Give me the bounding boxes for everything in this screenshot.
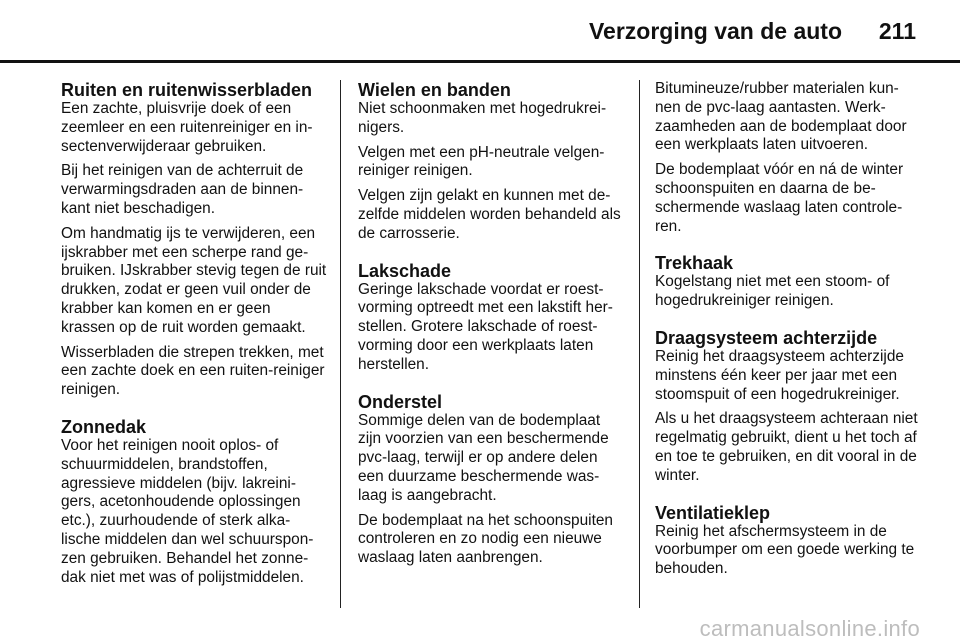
paragraph: Geringe lakschade voordat er roest-vorming optreedt met een lakstift her-stellen. Grotere lakschade of roest-vorming door een werkplaats laten herstellen. <box>358 280 613 373</box>
column-3 <box>655 80 921 596</box>
section-lakschade <box>358 261 624 375</box>
paragraph: Bij het reinigen van de achterruit de verwarmingsdraden aan de binnen-kant niet beschadigen. <box>61 162 304 217</box>
section-zonnedak <box>61 417 327 587</box>
column-2 <box>358 80 624 585</box>
paragraph: Niet schoonmaken met hogedrukrei-nigers. <box>358 100 607 136</box>
column-1 <box>61 80 327 604</box>
section-onderstel <box>358 392 624 568</box>
section-title: Lakschade <box>358 260 452 281</box>
paragraph: Sommige delen van de bodemplaat zijn voorzien van een beschermende pvc-laag, terwijl er op andere delen een duurzame beschermende was-laag is aangebracht. <box>358 411 609 504</box>
paragraph: Een zachte, pluisvrije doek of een zeemleer en een ruitenreiniger en in-sectenverwijderaar gebruiken. <box>61 100 313 155</box>
paragraph: Reinig het draagsysteem achterzijde minstens één keer per jaar met een stoomspuit of een hogedrukreiniger. <box>655 347 904 403</box>
paragraph: Velgen met een pH-neutrale velgen-reiniger reinigen. <box>358 143 605 180</box>
paragraph: Voor het reinigen nooit oplos- of schuurmiddelen, brandstoffen, agressieve middelen (bijv. lakreini-gers, acetonhoudende oplossingen etc.), zuurhoudende of sterk alka-lische middelen dan wel schuurspon-zen gebruiken. Behandel het zonne-dak niet met was of polijstmiddelen. <box>61 436 314 586</box>
section-title: Trekhaak <box>655 253 734 274</box>
header-rule <box>0 60 960 63</box>
section-wielen <box>358 80 624 244</box>
section-title: Zonnedak <box>61 416 147 437</box>
paragraph: De bodemplaat vóór en ná de winter schoonspuiten en daarna de be-schermende waslaag laten controle-ren. <box>655 161 904 235</box>
section-onderstel-continued <box>655 80 921 236</box>
section-title: Wielen en banden <box>358 80 511 100</box>
column-divider <box>340 80 341 608</box>
paragraph: Reinig het afschermsysteem in de voorbumper om een goede werking te behouden. <box>655 522 915 578</box>
paragraph: Kogelstang niet met een stoom- of hogedrukreiniger reinigen. <box>655 273 890 310</box>
section-draagsysteem <box>655 328 921 486</box>
section-title: Ruiten en ruitenwisserbladen <box>61 80 313 100</box>
paragraph: Velgen zijn gelakt en kunnen met de-zelfde middelen worden behandeld als de carrosserie. <box>358 187 621 242</box>
paragraph: Om handmatig ijs te verwijderen, een ijskrabber met een scherpe rand ge-bruiken. IJskrabber stevig tegen de ruit drukken, zodat er geen vuil onder de krabber kan komen en er geen krassen op de ruit worden gemaakt. <box>61 224 327 336</box>
page-title: Verzorging van de auto <box>588 18 842 44</box>
section-title: Onderstel <box>358 391 443 412</box>
section-ventilatieklep <box>655 503 921 579</box>
section-trekhaak <box>655 253 921 311</box>
paragraph: Als u het draagsysteem achteraan niet regelmatig gebruikt, dient u het toch af en toe te gebruiken, en dit vooral in de winter. <box>655 410 918 484</box>
section-title: Draagsysteem achterzijde <box>655 327 878 348</box>
section-title: Ventilatieklep <box>655 502 771 523</box>
page-header <box>0 0 960 56</box>
paragraph: Wisserbladen die strepen trekken, met een zachte doek en een ruiten-reiniger reinigen. <box>61 343 325 399</box>
section-ruiten <box>61 80 327 400</box>
page-number: 211 <box>878 18 916 44</box>
paragraph: Bitumineuze/rubber materialen kun-nen de pvc-laag aantasten. Werk-zaamheden aan de bodemplaat door een werkplaats laten uitvoeren. <box>655 80 907 154</box>
column-divider <box>639 80 640 608</box>
paragraph: De bodemplaat na het schoonspuiten controleren en zo nodig een nieuwe waslaag laten aanbrengen. <box>358 511 613 567</box>
watermark: carmanualsonline.info <box>699 616 920 641</box>
